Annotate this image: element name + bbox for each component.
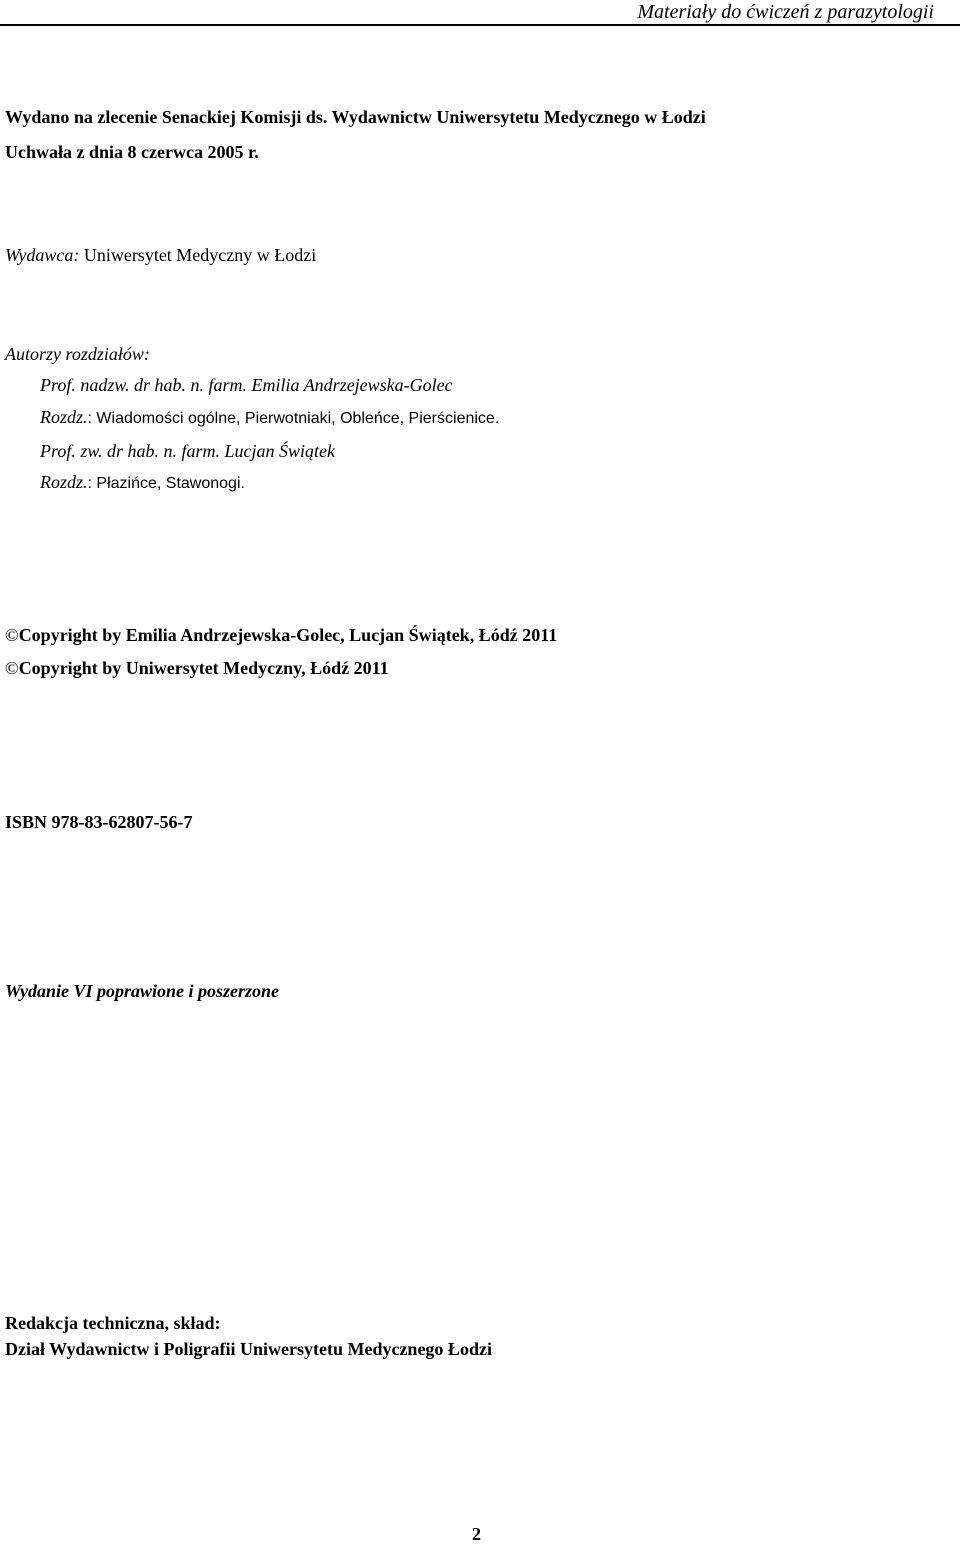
copyright-symbol: © — [5, 625, 19, 645]
copyright-text-1: Copyright by Emilia Andrzejewska-Golec, Lucjan Świątek, Łódź 2011 — [18, 625, 558, 645]
publisher-value: Uniwersytet Medyczny w Łodzi — [79, 245, 317, 265]
copyright-line-2 — [5, 657, 389, 679]
author-1-chapters — [40, 406, 499, 430]
authors-heading: Autorzy rozdziałów: — [5, 344, 150, 364]
editorial-value: Dział Wydawnictw i Poligrafii Uniwersytetu Medycznego Łodzi — [5, 1339, 492, 1359]
author-2-chapters-label: Rozdz. — [40, 472, 88, 492]
page-number: 2 — [472, 1524, 481, 1544]
editorial-heading: Redakcja techniczna, skład: — [5, 1313, 221, 1333]
author-1-name: Prof. nadzw. dr hab. n. farm. Emilia Andrzejewska-Golec — [40, 375, 453, 395]
copyright-line-1 — [5, 624, 557, 646]
publisher-line — [5, 244, 316, 266]
author-1-chapters-label: Rozdz. — [40, 407, 88, 427]
copyright-text-2: Copyright by Uniwersytet Medyczny, Łódź 2011 — [18, 658, 389, 678]
isbn-line: ISBN 978-83-62807-56-7 — [5, 812, 193, 832]
edition-line: Wydanie VI poprawione i poszerzone — [5, 981, 280, 1001]
commission-line: Wydano na zlecenie Senackiej Komisji ds. Wydawnictw Uniwersytetu Medycznego w Łodzi — [5, 107, 706, 127]
copyright-symbol: © — [5, 658, 19, 678]
author-2-chapters-value: : Płazińce, Stawonogi. — [87, 475, 245, 492]
page-header — [0, 0, 960, 26]
resolution-line: Uchwała z dnia 8 czerwca 2005 r. — [5, 142, 259, 162]
author-2-chapters — [40, 471, 245, 495]
author-2-name: Prof. zw. dr hab. n. farm. Lucjan Świątek — [40, 441, 336, 461]
header-title: Materiały do ćwiczeń z parazytologii — [637, 1, 934, 23]
author-1-chapters-value: : Wiadomości ogólne, Pierwotniaki, Obleńce, Pierścienice. — [87, 410, 500, 427]
publisher-label: Wydawca: — [5, 245, 80, 265]
header-divider — [0, 24, 960, 26]
